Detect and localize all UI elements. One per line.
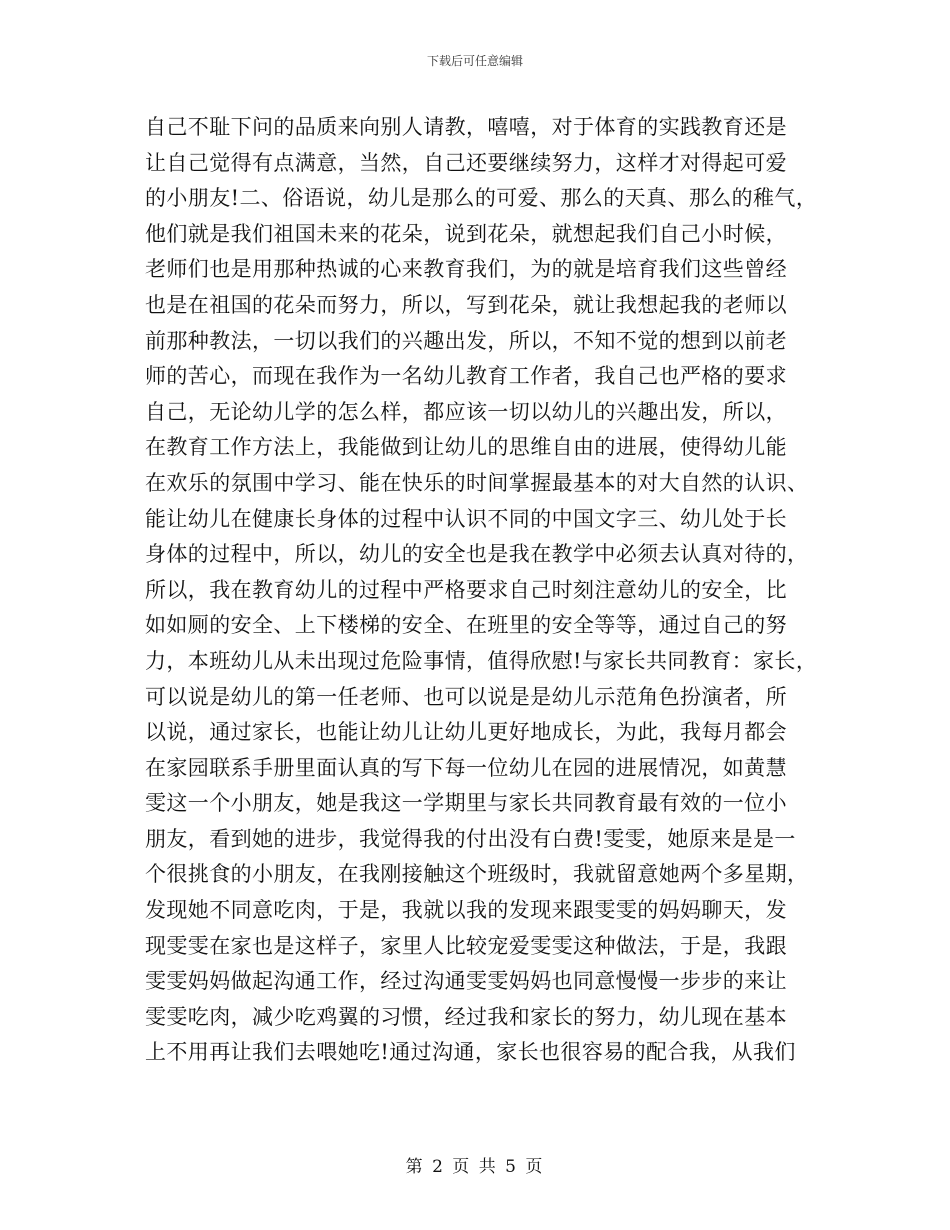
body-line: 如如厕的安全、上下楼梯的安全、在班里的安全等等，通过自己的努: [145, 613, 787, 638]
body-line: 前那种教法，一切以我们的兴趣出发，所以，不知不觉的想到以前老: [145, 328, 787, 353]
body-line: 能让幼儿在健康长身体的过程中认识不同的中国文字三、幼儿处于长: [145, 506, 787, 531]
body-line: 老师们也是用那种热诚的心来教育我们，为的就是培育我们这些曾经: [145, 257, 787, 282]
body-line: 身体的过程中，所以，幼儿的安全也是我在教学中必须去认真对待的，: [145, 542, 809, 567]
body-line: 所以，我在教育幼儿的过程中严格要求自己时刻注意幼儿的安全，比: [145, 577, 787, 602]
body-line: 朋友，看到她的进步，我觉得我的付出没有白费!雯雯，她原来是是一: [145, 826, 796, 851]
body-line: 个很挑食的小朋友，在我刚接触这个班级时，我就留意她两个多星期，: [145, 862, 809, 887]
body-line: 力，本班幼儿从未出现过危险事情，值得欣慰!与家长共同教育：家长，: [145, 648, 818, 673]
body-line: 的小朋友!二、俗语说，幼儿是那么的可爱、那么的天真、那么的稚气，: [145, 186, 818, 211]
page-header: 下载后可任意编辑: [426, 54, 523, 68]
body-line: 发现她不同意吃肉，于是，我就以我的发现来跟雯雯的妈妈聊天，发: [145, 898, 787, 923]
body-line: 现雯雯在家也是这样子，家里人比较宠爱雯雯这种做法，于是，我跟: [145, 933, 787, 958]
body-line: 在家园联系手册里面认真的写下每一位幼儿在园的进展情况，如黄慧: [145, 755, 787, 780]
body-line: 在教育工作方法上，我能做到让幼儿的思维自由的进展，使得幼儿能: [145, 435, 787, 460]
body-line: 可以说是幼儿的第一任老师、也可以说是是幼儿示范角色扮演者，所: [145, 684, 787, 709]
body-line: 雯这一个小朋友，她是我这一学期里与家长共同教育最有效的一位小: [145, 791, 787, 816]
body-line: 雯雯吃肉，减少吃鸡翼的习惯，经过我和家长的努力，幼儿现在基本: [145, 1004, 787, 1029]
body-line: 师的苦心，而现在我作为一名幼儿教育工作者，我自己也严格的要求: [145, 364, 787, 389]
document-body: [145, 110, 825, 1071]
body-line: 在欢乐的氛围中学习、能在快乐的时间掌握最基本的对大自然的认识、: [145, 470, 809, 495]
body-line: 雯雯妈妈做起沟通工作，经过沟通雯雯妈妈也同意慢慢一步步的来让: [145, 969, 787, 994]
body-line: 以说，通过家长，也能让幼儿让幼儿更好地成长，为此，我每月都会: [145, 720, 787, 745]
body-line: 上不用再让我们去喂她吃!通过沟通，家长也很容易的配合我，从我们: [145, 1040, 796, 1065]
body-line: 也是在祖国的花朵而努力，所以，写到花朵，就让我想起我的老师以: [145, 292, 787, 317]
body-line: 自己不耻下问的品质来向别人请教，嘻嘻，对于体育的实践教育还是: [145, 115, 787, 139]
body-line: 自己，无论幼儿学的怎么样，都应该一切以幼儿的兴趣出发，所以，: [145, 399, 787, 424]
body-line: 他们就是我们祖国未来的花朵，说到花朵，就想起我们自己小时候，: [145, 221, 787, 246]
page-number: 第 2 页 共 5 页: [405, 1157, 545, 1177]
body-line: 让自己觉得有点满意，当然，自己还要继续努力，这样才对得起可爱: [145, 150, 787, 175]
